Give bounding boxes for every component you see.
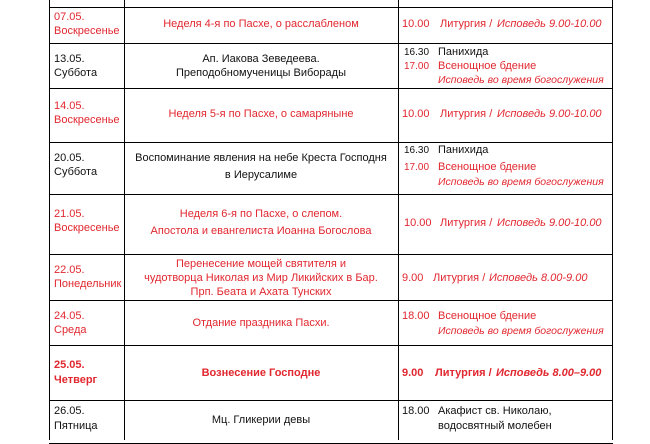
service-name: Литургия / bbox=[440, 217, 493, 229]
confession-note: Исповедь 9.00-10.00 bbox=[497, 108, 602, 120]
weekday-text: Понедельник bbox=[54, 278, 122, 290]
date-text: 22.05. bbox=[54, 264, 85, 276]
event-title: Неделя 5-я по Пасхе, о самаряныне bbox=[168, 108, 354, 120]
table-row bbox=[49, 194, 613, 254]
date-text: 25.05. bbox=[54, 359, 85, 371]
weekday-text: Воскресенье bbox=[54, 114, 120, 126]
weekday-text: Воскресенье bbox=[54, 222, 120, 234]
table-row bbox=[49, 0, 613, 7]
weekday-text: Четверг bbox=[54, 374, 98, 386]
service-time: 9.00 bbox=[402, 367, 424, 379]
table-row bbox=[49, 88, 613, 142]
event-title: Мц. Гликерии девы bbox=[211, 414, 311, 426]
event-title-line: Преподобномученицы Виборады bbox=[176, 67, 346, 79]
event-title-line: чудотворца Николая из Мир Ликийских в Бар. bbox=[144, 272, 378, 284]
service-name: Литургия / bbox=[435, 367, 492, 379]
date-text: 13.05. bbox=[54, 53, 85, 65]
date-text: 24.05. bbox=[54, 310, 85, 322]
table-row bbox=[49, 300, 613, 345]
event-title: Отдание праздника Пасхи. bbox=[192, 317, 330, 329]
service-time: 10.00 bbox=[404, 217, 432, 229]
table-row bbox=[49, 254, 613, 300]
service-name: Панихида bbox=[438, 46, 489, 58]
service-name: Всенощное бдение bbox=[438, 60, 537, 72]
service-time: 18.00 bbox=[402, 405, 430, 417]
service-name: Литургия / bbox=[440, 108, 493, 120]
event-title-line: Перенесение мощей святителя и bbox=[176, 258, 346, 270]
service-time: 10.00 bbox=[402, 108, 430, 120]
event-title-line: Ап. Иакова Зеведеева. bbox=[202, 53, 320, 65]
table-row bbox=[49, 43, 613, 88]
service-time: 17.00 bbox=[404, 61, 430, 72]
weekday-text: Суббота bbox=[54, 166, 98, 178]
weekday-text: Суббота bbox=[54, 67, 98, 79]
service-name: Всенощное бдение bbox=[438, 161, 537, 173]
service-time: 16.30 bbox=[404, 145, 430, 156]
date-text: 07.05. bbox=[54, 11, 85, 23]
service-name: Панихида bbox=[438, 144, 489, 156]
service-name: Литургия / bbox=[433, 272, 486, 284]
schedule-table bbox=[49, 0, 613, 440]
event-title-line: Неделя 6-я по Пасхе, о слепом. bbox=[179, 208, 343, 220]
table-row bbox=[49, 142, 613, 194]
event-title-line: в Иерусалиме bbox=[224, 169, 298, 181]
confession-note: Исповедь во время богослужения bbox=[438, 325, 604, 337]
confession-note: Исповедь 8.00-9.00 bbox=[489, 272, 588, 284]
date-text: 14.05. bbox=[54, 100, 85, 112]
service-time: 16.30 bbox=[404, 47, 430, 58]
table-row bbox=[49, 345, 613, 400]
event-title: Неделя 4-я по Пасхе, о расслабленом bbox=[163, 18, 359, 30]
service-name: Всенощное бдение bbox=[438, 310, 537, 322]
confession-note: Исповедь во время богослужения bbox=[438, 74, 604, 86]
service-time: 17.00 bbox=[404, 162, 430, 173]
event-title-line: Апостола и евангелиста Иоанна Богослова bbox=[150, 225, 372, 237]
date-text: 26.05. bbox=[54, 405, 85, 417]
confession-note: Исповедь во время богослужения bbox=[438, 176, 604, 188]
date-text: 20.05. bbox=[54, 152, 85, 164]
event-title-line: Прп. Беата и Ахата Тунских bbox=[190, 286, 332, 298]
weekday-text: Пятница bbox=[54, 420, 98, 432]
confession-note: Исповедь 9.00-10.00 bbox=[497, 18, 602, 30]
table-row bbox=[49, 7, 613, 43]
weekday-text: Воскресенье bbox=[54, 25, 120, 37]
service-name: Акафист св. Николаю, bbox=[438, 405, 552, 417]
service-time: 18.00 bbox=[402, 310, 430, 322]
date-text: 21.05. bbox=[54, 208, 85, 220]
confession-note: Исповедь 8.00–9.00 bbox=[496, 367, 602, 379]
service-time: 10.00 bbox=[402, 18, 430, 30]
table-row bbox=[49, 400, 613, 444]
confession-note: Исповедь 9.00-10.00 bbox=[497, 217, 602, 229]
service-name: Литургия / bbox=[440, 18, 493, 30]
event-title-line: Воспоминание явления на небе Креста Господня bbox=[135, 152, 387, 164]
weekday-text: Среда bbox=[54, 324, 87, 336]
event-title: Вознесение Господне bbox=[201, 367, 321, 379]
service-name: водосвятный молебен bbox=[438, 420, 552, 432]
service-time: 9.00 bbox=[402, 272, 424, 284]
